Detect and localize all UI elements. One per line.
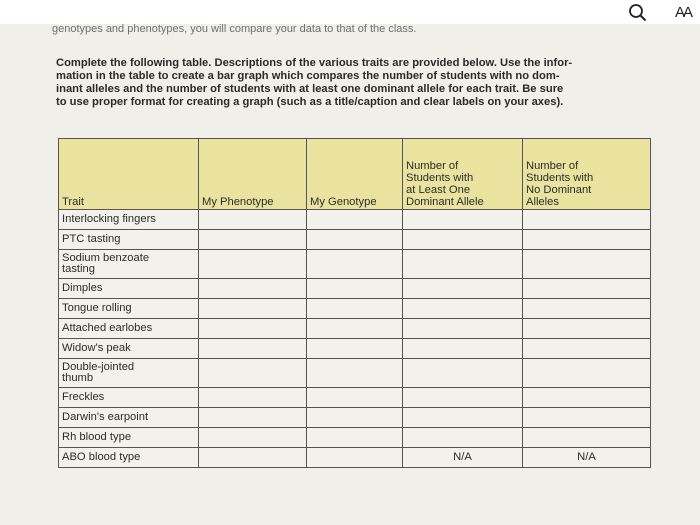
trait-cell <box>59 250 199 279</box>
header-no-dominant-count: Number of Students with No Dominant Alleles <box>523 139 651 210</box>
phenotype-cell[interactable] <box>199 388 307 408</box>
browser-toolbar <box>0 0 700 26</box>
phenotype-cell[interactable] <box>199 359 307 388</box>
instructions <box>56 57 656 109</box>
dominant-count-cell[interactable] <box>403 279 523 299</box>
phenotype-cell[interactable] <box>199 250 307 279</box>
instruction-line: Complete the following table. Descriptions of the various traits are provided below. Use the infor- <box>56 57 573 69</box>
genotype-cell[interactable] <box>307 428 403 448</box>
table-row <box>59 319 651 339</box>
trait-label: Tongue rolling <box>62 302 132 314</box>
no-dominant-count-cell[interactable] <box>523 339 651 359</box>
table-row <box>59 210 651 230</box>
no-dominant-count-cell[interactable] <box>523 210 651 230</box>
dominant-count-cell[interactable] <box>403 428 523 448</box>
trait-cell <box>59 210 199 230</box>
instruction-line: inant alleles and the number of students with at least one dominant allele for each trait. Be sure <box>56 83 564 95</box>
table-row <box>59 388 651 408</box>
genotype-cell[interactable] <box>307 359 403 388</box>
genotype-cell[interactable] <box>307 339 403 359</box>
table-row <box>59 359 651 388</box>
dominant-count-cell[interactable] <box>403 230 523 250</box>
table-row <box>59 299 651 319</box>
header-dominant-allele-count: Number of Students with at Least One Dominant Allele <box>403 139 523 210</box>
trait-label: PTC tasting <box>62 233 121 245</box>
trait-cell <box>59 388 199 408</box>
trait-label: tasting <box>62 263 95 275</box>
table-row <box>59 250 651 279</box>
instruction-line: to use proper format for creating a graph (such as a title/caption and clear labels on your axes). <box>56 96 564 108</box>
no-dominant-count-cell[interactable] <box>523 319 651 339</box>
phenotype-cell[interactable] <box>199 319 307 339</box>
no-dominant-count-cell[interactable] <box>523 408 651 428</box>
dominant-count-cell[interactable] <box>403 319 523 339</box>
no-dominant-count-cell[interactable] <box>523 388 651 408</box>
genotype-cell[interactable] <box>307 279 403 299</box>
trait-cell <box>59 230 199 250</box>
no-dominant-count-cell[interactable] <box>523 428 651 448</box>
no-dominant-count-cell[interactable] <box>523 230 651 250</box>
trait-cell <box>59 299 199 319</box>
header-my-genotype: My Genotype <box>307 139 403 210</box>
genotype-cell[interactable] <box>307 210 403 230</box>
no-dominant-count-cell[interactable]: N/A <box>523 448 651 468</box>
phenotype-cell[interactable] <box>199 448 307 468</box>
trait-label: ABO blood type <box>62 451 141 463</box>
trait-label: Sodium benzoate <box>62 252 150 264</box>
trait-label: Darwin's earpoint <box>62 411 149 423</box>
no-dominant-count-cell[interactable] <box>523 299 651 319</box>
genotype-cell[interactable] <box>307 299 403 319</box>
genotype-cell[interactable] <box>307 250 403 279</box>
phenotype-cell[interactable] <box>199 428 307 448</box>
dominant-count-cell[interactable] <box>403 299 523 319</box>
search-icon[interactable] <box>628 3 648 23</box>
table-row <box>59 428 651 448</box>
header-my-phenotype: My Phenotype <box>199 139 307 210</box>
genotype-cell[interactable] <box>307 230 403 250</box>
table-row <box>59 448 651 468</box>
no-dominant-count-cell[interactable] <box>523 279 651 299</box>
trait-label: Freckles <box>62 391 105 403</box>
cutoff-text: genotypes and phenotypes, you will compare your data to that of the class. <box>52 24 417 35</box>
dominant-count-cell[interactable] <box>403 388 523 408</box>
trait-label: Double-jointed <box>62 361 135 373</box>
traits-table <box>58 138 651 468</box>
trait-cell <box>59 448 199 468</box>
trait-cell <box>59 279 199 299</box>
phenotype-cell[interactable] <box>199 279 307 299</box>
table-row <box>59 339 651 359</box>
genotype-cell[interactable] <box>307 319 403 339</box>
no-dominant-count-cell[interactable] <box>523 250 651 279</box>
header-trait: Trait <box>59 139 199 210</box>
dominant-count-cell[interactable] <box>403 359 523 388</box>
phenotype-cell[interactable] <box>199 230 307 250</box>
trait-label: Widow's peak <box>62 342 131 354</box>
trait-label: Interlocking fingers <box>62 213 156 225</box>
phenotype-cell[interactable] <box>199 210 307 230</box>
trait-cell <box>59 319 199 339</box>
trait-label: Rh blood type <box>62 431 132 443</box>
phenotype-cell[interactable] <box>199 339 307 359</box>
genotype-cell[interactable] <box>307 448 403 468</box>
trait-label: Dimples <box>62 282 103 294</box>
table-row <box>59 230 651 250</box>
table-header-row <box>59 139 651 210</box>
dominant-count-cell[interactable] <box>403 408 523 428</box>
trait-cell <box>59 359 199 388</box>
phenotype-cell[interactable] <box>199 299 307 319</box>
genotype-cell[interactable] <box>307 408 403 428</box>
no-dominant-count-cell[interactable] <box>523 359 651 388</box>
dominant-count-cell[interactable] <box>403 250 523 279</box>
phenotype-cell[interactable] <box>199 408 307 428</box>
instruction-line: mation in the table to create a bar graph which compares the number of students with no dom- <box>56 70 560 82</box>
trait-cell <box>59 428 199 448</box>
trait-cell <box>59 339 199 359</box>
table-row <box>59 408 651 428</box>
trait-cell <box>59 408 199 428</box>
text-size-button[interactable]: AA <box>675 4 692 21</box>
trait-label: Attached earlobes <box>62 322 153 334</box>
dominant-count-cell[interactable] <box>403 339 523 359</box>
table-row <box>59 279 651 299</box>
genotype-cell[interactable] <box>307 388 403 408</box>
dominant-count-cell[interactable] <box>403 210 523 230</box>
trait-label: thumb <box>62 372 94 384</box>
dominant-count-cell[interactable]: N/A <box>403 448 523 468</box>
